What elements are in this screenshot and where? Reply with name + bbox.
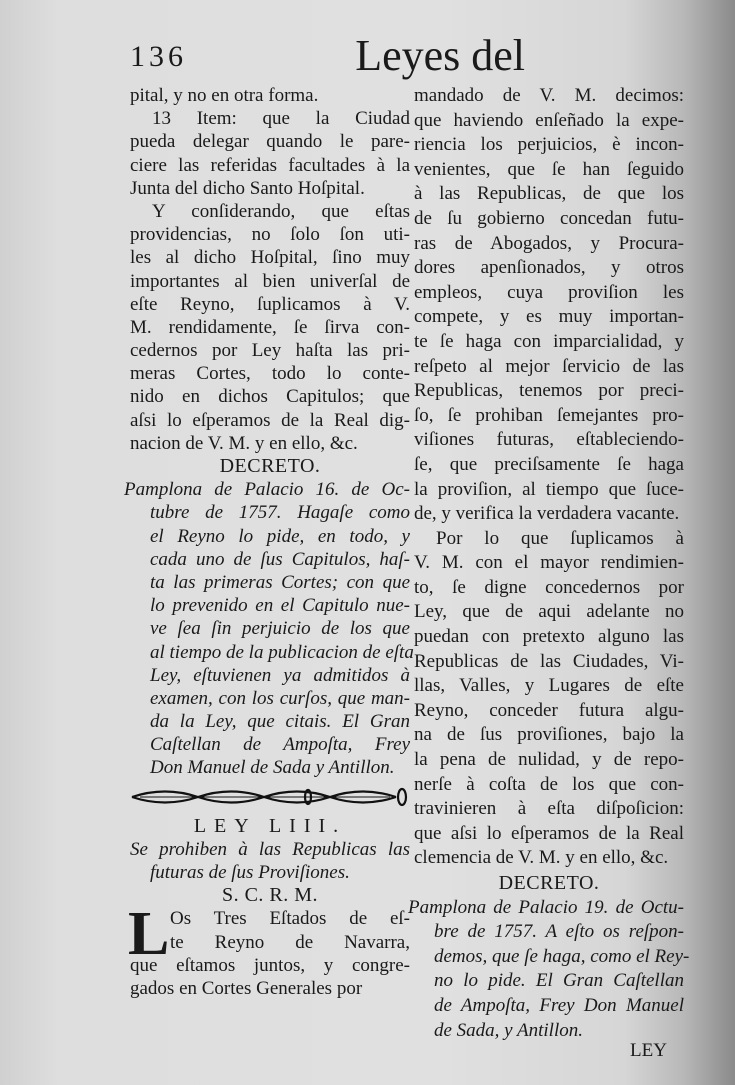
- text-line: la proviſion, al tiempo que ſuce-: [414, 478, 684, 500]
- text-line: de ſu gobierno concedan futu-: [414, 207, 684, 229]
- paragraph: [128, 900, 410, 1000]
- text-line: la pena de nulidad, y de repo-: [414, 749, 684, 771]
- text-line: ras de Abogados, y Procura-: [414, 232, 684, 254]
- text-line: V. M. con el mayor rendimien-: [414, 552, 684, 574]
- text-line: te Reyno de Navarra,: [170, 931, 410, 953]
- page-header: [130, 30, 525, 80]
- text-line: Reyno, conceder futura algu-: [414, 699, 684, 721]
- text-line: eſte Reyno, ſuplicamos à V.: [130, 293, 410, 315]
- text-line: de, y verifica la verdadera vacante.: [414, 503, 680, 525]
- text-line: Os Tres Eſtados de eſ-: [170, 908, 410, 930]
- paragraph: [130, 84, 410, 107]
- text-line: compete, y es muy importan-: [414, 306, 684, 328]
- text-line: te ſe haga con imparcialidad, y: [414, 330, 684, 352]
- text-line: à las Republicas, de que los: [414, 183, 684, 205]
- text-line: Pamplona de Palacio 19. de Octu-: [408, 896, 684, 918]
- text-line: ciere las referidas facultades à la: [130, 154, 410, 176]
- text-line: que aſsi lo eſperamos de la Real: [414, 822, 684, 844]
- paragraph: [130, 200, 410, 455]
- text-line: Caſtellan de Ampoſta, Frey: [150, 734, 410, 756]
- decreto-heading: DECRETO.: [498, 872, 600, 894]
- text-line: na de ſus proviſiones, bajo la: [414, 724, 684, 746]
- text-line: nido en dichos Capitulos; que: [130, 386, 410, 408]
- text-line: Republicas, tenemos por preci-: [414, 380, 684, 402]
- text-line: providencias, no ſolo ſon uti-: [130, 224, 410, 246]
- right-column: [408, 84, 690, 1043]
- text-line: Junta del dicho Santo Hoſpital.: [130, 177, 365, 199]
- text-line: nacion de V. M. y en ello, &c.: [130, 432, 358, 454]
- text-line: tubre de 1757. Hagaſe como: [150, 502, 410, 524]
- text-line: lo prevenido en el Capitulo nue-: [150, 595, 410, 617]
- text-line: futuras de ſus Proviſiones.: [150, 862, 350, 883]
- text-line: no lo pide. El Gran Caſtellan: [434, 970, 684, 992]
- text-line: dores apenſionados, y otros: [414, 257, 684, 279]
- text-line: clemencia de V. M. y en ello, &c.: [414, 847, 669, 869]
- text-line: gados en Cortes Generales por: [130, 977, 363, 999]
- text-line: venientes, que ſe han ſeguido: [414, 158, 684, 180]
- ley-body: [128, 900, 410, 1000]
- text-line: Se prohiben à las Republicas las: [130, 838, 410, 860]
- text-line: mandado de V. M. decimos:: [414, 85, 684, 106]
- text-line: Don Manuel de Sada y Antillon.: [150, 757, 395, 779]
- decreto-text: [124, 478, 414, 779]
- text-line: M. rendidamente, ſe ſirva con-: [130, 316, 410, 338]
- text-line: que eſtamos juntos, y congre-: [130, 954, 410, 976]
- text-line: de Ampoſta, Frey Don Manuel: [434, 994, 684, 1016]
- text-line: aſsi lo eſperamos de la Real dig-: [130, 409, 410, 431]
- text-line: bre de 1757. A eſto os reſpon-: [434, 921, 684, 943]
- text-line: de Sada, y Antillon.: [434, 1019, 583, 1041]
- text-line: ſo, ſe prohiban ſemejantes pro-: [414, 404, 684, 426]
- text-line: travinieren à eſta diſpoſicion:: [414, 798, 684, 820]
- paragraph-item-13: [130, 107, 410, 200]
- decreto-text: [408, 896, 690, 1044]
- text-line: cada uno de ſus Capitulos, haſ-: [150, 548, 410, 570]
- running-title: Leyes del: [355, 31, 525, 80]
- text-line: examen, con los curſos, que man-: [150, 687, 410, 709]
- text-line: riencia los perjuicios, è incon-: [414, 134, 684, 156]
- text-line: da la Ley, que citais. El Gran: [150, 711, 410, 733]
- text-line: les al dicho Hoſpital, ſino muy: [130, 247, 410, 269]
- text-line: al tiempo de la publicacion de eſta: [150, 641, 414, 663]
- text-line: Ley, eſtuvienen ya admitidos à: [150, 664, 410, 686]
- text-line: que haviendo enſeñado la expe-: [414, 109, 684, 131]
- text-line: Ley, que de aqui adelante no: [414, 601, 684, 623]
- text-line: Por lo que ſuplicamos à: [436, 527, 684, 549]
- paragraph: [414, 84, 684, 527]
- text-line: Republicas de las Ciudades, Vi-: [414, 650, 684, 672]
- text-line: demos, que ſe haga, como el Rey-: [434, 945, 690, 967]
- text-line: 13 Item: que la Ciudad: [152, 108, 410, 130]
- text-line: importantes al bien univerſal de: [130, 270, 410, 292]
- text-line: pueda delegar quando le pare-: [130, 131, 410, 153]
- text-line: puedan con pretexto alguno las: [414, 626, 684, 648]
- text-line: Y conſiderando, que eſtas: [152, 200, 410, 222]
- drop-cap: L: [128, 900, 170, 969]
- text-line: Pamplona de Palacio 16. de Oc-: [124, 479, 410, 501]
- page-number: 136: [130, 40, 187, 73]
- text-line: ve ſea ſin perjuicio de los que: [150, 618, 410, 640]
- decreto-heading: DECRETO.: [219, 455, 321, 477]
- text-line: nerſe à coſta de los que con-: [414, 773, 684, 795]
- salutation: S. C. R. M.: [221, 884, 319, 907]
- paragraph: [414, 527, 684, 871]
- text-line: ta las primeras Cortes; con que: [150, 571, 410, 593]
- text-line: ſe, que preciſsamente ſe haga: [414, 453, 684, 475]
- text-line: reſpeto al mejor ſervicio de las: [414, 355, 684, 377]
- text-line: meras Cortes, todo lo conte-: [130, 363, 410, 385]
- text-line: pital, y no en otra forma.: [130, 85, 319, 106]
- text-line: viſiones futuras, eſtableciendo-: [414, 429, 684, 451]
- text-line: empleos, cuya proviſion les: [414, 281, 684, 303]
- left-column: [124, 84, 414, 1000]
- ornament-divider: [130, 786, 410, 808]
- catchword: LEY: [630, 1040, 667, 1061]
- text-line: to, ſe digne concedernos por: [414, 576, 684, 598]
- ley-summary: [130, 838, 410, 884]
- text-line: llas, Valles, y Lugares de eſte: [414, 675, 684, 697]
- ley-heading: LEY LIII.: [193, 814, 347, 837]
- text-line: el Reyno lo pide, en todo, y: [150, 525, 410, 547]
- text-line: cedernos por Ley haſta las pri-: [130, 340, 410, 362]
